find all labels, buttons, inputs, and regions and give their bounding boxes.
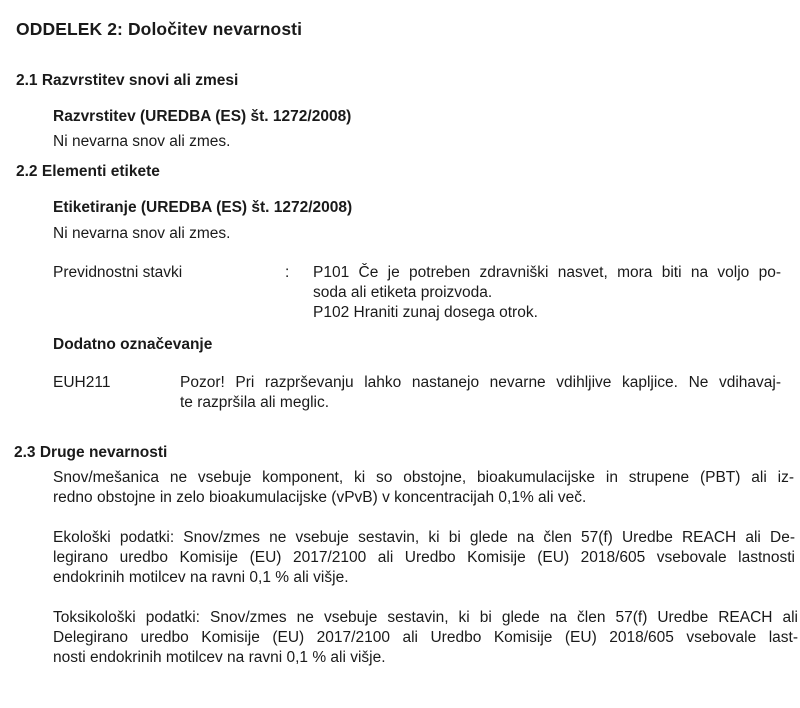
labelling-heading: Etiketiranje (UREDBA (ES) št. 1272/2008) xyxy=(53,199,353,216)
toxicological-line: Delegirano uredbo Komisije (EU) 2017/2100 ali Uredbo Komisije (EU) 2018/605 vsebovale last- xyxy=(53,629,798,646)
precautionary-statements xyxy=(313,263,781,323)
classification-text: Ni nevarna snov ali zmes. xyxy=(53,133,231,150)
additional-labelling-heading: Dodatno označevanje xyxy=(53,336,213,353)
classification-heading: Razvrstitev (UREDBA (ES) št. 1272/2008) xyxy=(53,108,352,125)
toxicological-paragraph xyxy=(53,608,798,668)
euh-statement xyxy=(180,373,781,413)
subsection-2-3-title: 2.3 Druge nevarnosti xyxy=(14,444,168,461)
section-title: ODDELEK 2: Določitev nevarnosti xyxy=(16,19,303,39)
toxicological-line: nosti endokrinih motilcev na ravni 0,1 % ali višje. xyxy=(53,649,386,666)
labelling-text: Ni nevarna snov ali zmes. xyxy=(53,225,231,242)
euh-line: te razpršila ali meglic. xyxy=(180,394,330,411)
precautionary-line: soda ali etiketa proizvoda. xyxy=(313,284,493,301)
toxicological-line: Toksikološki podatki: Snov/zmes ne vsebuje sestavin, ki bi glede na člen 57(f) Uredbe REACH ali xyxy=(53,609,798,626)
precautionary-colon: : xyxy=(285,264,290,281)
pbt-line: redno obstojne in zelo bioakumulacijske (vPvB) v koncentracijah 0,1% ali več. xyxy=(53,489,587,506)
pbt-paragraph xyxy=(53,468,794,508)
precautionary-line: P102 Hraniti zunaj dosega otrok. xyxy=(313,304,538,321)
pbt-line: Snov/mešanica ne vsebuje komponent, ki so obstojne, bioakumulacijske in strupene (PBT) ali iz- xyxy=(53,469,794,486)
ecological-line: Ekološki podatki: Snov/zmes ne vsebuje sestavin, ki bi glede na člen 57(f) Uredbe REACH ali De- xyxy=(53,529,795,546)
precautionary-line: P101 Če je potreben zdravniški nasvet, mora biti na voljo po- xyxy=(313,264,781,281)
euh-code: EUH211 xyxy=(53,374,111,391)
ecological-line: legirano uredbo Komisije (EU) 2017/2100 ali Uredbo Komisije (EU) 2018/605 vsebovale lastnosti xyxy=(53,549,795,566)
euh-line: Pozor! Pri razprševanju lahko nastanejo nevarne vdihljive kapljice. Ne vdihavaj- xyxy=(180,374,781,391)
ecological-line: endokrinih motilcev na ravni 0,1 % ali višje. xyxy=(53,569,349,586)
ecological-paragraph xyxy=(53,528,795,588)
subsection-2-1-title: 2.1 Razvrstitev snovi ali zmesi xyxy=(16,72,239,89)
precautionary-label: Previdnostni stavki xyxy=(53,264,183,281)
subsection-2-2-title: 2.2 Elementi etikete xyxy=(16,163,160,180)
